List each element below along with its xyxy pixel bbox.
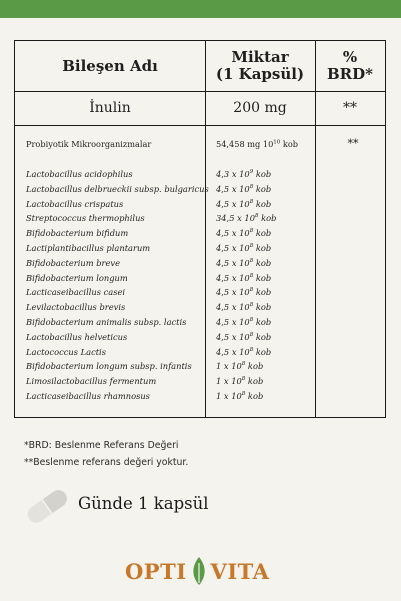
strain-row <box>26 347 381 362</box>
strain-dose-unit: kob <box>258 213 277 224</box>
probiotic-amount-base: 54,458 mg 10 <box>216 139 274 149</box>
strain-dose-exp: 8 <box>249 228 254 235</box>
strain-row <box>26 317 381 332</box>
strain-dose-base: 1 x 10 <box>216 376 242 387</box>
strain-name: Lactiplantibacillus plantarum <box>26 242 151 253</box>
strain-dose <box>216 376 263 386</box>
strain-dose-unit: kob <box>253 272 272 283</box>
strain-row <box>26 332 381 347</box>
strain-dose-unit: kob <box>253 346 272 357</box>
strain-dose-unit: kob <box>253 169 272 179</box>
strain-row <box>26 228 381 243</box>
strain-row <box>26 302 381 317</box>
strain-row <box>26 199 381 214</box>
strain-name: Lacticaseibacillus casei <box>26 287 126 298</box>
brand-leaf-icon <box>188 555 210 587</box>
strain-name: Bifidobacterium longum subsp. infantis <box>26 361 192 372</box>
strain-name: Bifidobacterium longum <box>26 272 128 283</box>
footnotes <box>24 437 188 471</box>
strain-dose-unit: kob <box>245 390 264 401</box>
header-name-text: Bileşen Adı <box>62 56 158 75</box>
probiotic-amount-exp: 10 <box>273 139 281 146</box>
nutrition-table <box>14 40 386 418</box>
probiotic-amount-unit: kob <box>280 139 299 149</box>
strain-dose-exp: 8 <box>249 198 254 205</box>
strain-dose-base: 4,5 x 10 <box>216 346 250 357</box>
strain-dose-base: 34,5 x 10 <box>216 213 255 224</box>
strain-dose-unit: kob <box>253 183 272 194</box>
header-amount <box>205 41 315 91</box>
strain-dose-exp: 8 <box>249 287 254 294</box>
header-brd <box>315 41 385 91</box>
header-brd-line2: BRD* <box>327 65 373 83</box>
strain-dose <box>216 169 271 179</box>
strain-dose-base: 4,5 x 10 <box>216 331 250 342</box>
strain-dose-base: 4,5 x 10 <box>216 228 250 239</box>
strain-row <box>26 361 381 376</box>
probiotic-name: Probiyotik Mikroorganizmalar <box>26 139 152 149</box>
strain-dose-unit: kob <box>253 198 272 209</box>
strain-row <box>26 287 381 302</box>
strain-dose-unit: kob <box>245 376 264 387</box>
strain-dose-unit: kob <box>253 257 272 268</box>
strain-dose-unit: kob <box>253 331 272 342</box>
dosage-instruction: Günde 1 kapsül <box>78 494 209 513</box>
strain-dose <box>216 347 271 357</box>
footnote-brd: *BRD: Beslenme Referans Değeri <box>24 440 179 451</box>
strain-name: Bifidobacterium breve <box>26 257 120 268</box>
strain-dose <box>216 317 271 327</box>
inulin-name <box>15 91 205 125</box>
header-amount-line2: (1 Kapsül) <box>215 65 305 83</box>
strain-dose-exp: 8 <box>249 332 254 338</box>
strain-dose <box>216 287 271 297</box>
strain-dose-exp: 8 <box>249 243 254 250</box>
probiotic-amount <box>216 139 298 149</box>
strain-name: Lactobacillus helveticus <box>26 331 128 342</box>
strain-dose <box>216 361 263 371</box>
strain-dose-base: 4,5 x 10 <box>216 257 250 268</box>
strain-row <box>26 213 381 228</box>
top-accent-bar <box>0 0 401 18</box>
brand-part-1: OPTI <box>125 558 187 584</box>
strain-dose-exp: 8 <box>241 361 246 368</box>
strain-row <box>26 391 381 406</box>
strain-name: Bifidobacterium animalis subsp. lactis <box>26 316 187 327</box>
strain-name: Lactobacillus delbrueckii subsp. bulgaricus <box>26 183 209 194</box>
probiotic-brd: ** <box>347 137 359 150</box>
brand-part-2: VITA <box>210 558 270 584</box>
strain-row <box>26 169 381 184</box>
header-amount-line1: Miktar <box>231 48 289 66</box>
footnote-no-reference: **Beslenme referans değeri yoktur. <box>24 457 189 468</box>
strain-name: Streptococcus thermophilus <box>26 213 145 224</box>
strain-row <box>26 258 381 273</box>
strain-dose-exp: 8 <box>241 376 246 383</box>
brand-logo <box>125 555 269 587</box>
strain-dose-unit: kob <box>245 361 264 372</box>
strain-dose-base: 4,5 x 10 <box>216 183 250 194</box>
strain-dose-base: 4,3 x 10 <box>216 169 250 179</box>
strain-dose-unit: kob <box>253 242 272 253</box>
header-name <box>15 41 205 91</box>
strain-row <box>26 376 381 391</box>
inulin-name-text: İnulin <box>89 100 131 116</box>
strain-dose-exp: 8 <box>249 317 254 324</box>
strain-dose-base: 4,5 x 10 <box>216 287 250 298</box>
strain-row <box>26 243 381 258</box>
strain-dose-base: 4,5 x 10 <box>216 316 250 327</box>
strain-dose <box>216 258 271 268</box>
strain-list <box>26 169 381 406</box>
strain-dose-base: 4,5 x 10 <box>216 242 250 253</box>
strain-dose <box>216 332 271 342</box>
strain-dose-unit: kob <box>253 228 272 239</box>
inulin-amount-text: 200 mg <box>233 100 287 116</box>
strain-name: Lactobacillus acidophilus <box>26 169 133 179</box>
strain-dose-exp: 8 <box>241 391 246 398</box>
strain-dose <box>216 213 276 223</box>
strain-dose-exp: 8 <box>249 258 254 265</box>
strain-name: Levilactobacillus brevis <box>26 302 126 313</box>
strain-dose <box>216 302 271 312</box>
strain-dose-unit: kob <box>253 302 272 313</box>
strain-row <box>26 273 381 288</box>
strain-dose <box>216 184 271 194</box>
strain-name: Lacticaseibacillus rhamnosus <box>26 390 150 401</box>
strain-name: Bifidobacterium bifidum <box>26 228 129 239</box>
strain-row <box>26 184 381 199</box>
strain-name: Limosilactobacillus fermentum <box>26 376 157 387</box>
header-brd-line1: % <box>342 48 358 66</box>
inulin-brd-text: ** <box>343 100 357 116</box>
strain-dose-base: 4,5 x 10 <box>216 302 250 313</box>
inulin-rule <box>15 125 385 126</box>
inulin-amount <box>205 91 315 125</box>
strain-dose <box>216 391 263 401</box>
strain-dose-unit: kob <box>253 287 272 298</box>
strain-dose-exp: 8 <box>249 346 254 353</box>
strain-dose <box>216 273 271 283</box>
strain-dose <box>216 199 271 209</box>
strain-dose-exp: 9 <box>249 169 254 176</box>
strain-dose-exp: 8 <box>255 213 259 220</box>
strain-dose <box>216 243 271 253</box>
strain-dose-base: 1 x 10 <box>216 390 242 401</box>
strain-dose-exp: 8 <box>249 272 254 279</box>
strain-dose-base: 1 x 10 <box>216 361 242 372</box>
strain-dose-base: 4,5 x 10 <box>216 272 250 283</box>
strain-dose-exp: 8 <box>249 184 254 191</box>
inulin-brd <box>315 91 385 125</box>
strain-dose-unit: kob <box>253 316 272 327</box>
strain-name: Lactobacillus crispatus <box>26 198 124 209</box>
capsule-icon <box>22 486 72 526</box>
strain-dose-base: 4,5 x 10 <box>216 198 250 209</box>
strain-dose-exp: 8 <box>249 302 254 309</box>
strain-dose <box>216 228 271 238</box>
strain-name: Lactococcus Lactis <box>26 346 106 357</box>
